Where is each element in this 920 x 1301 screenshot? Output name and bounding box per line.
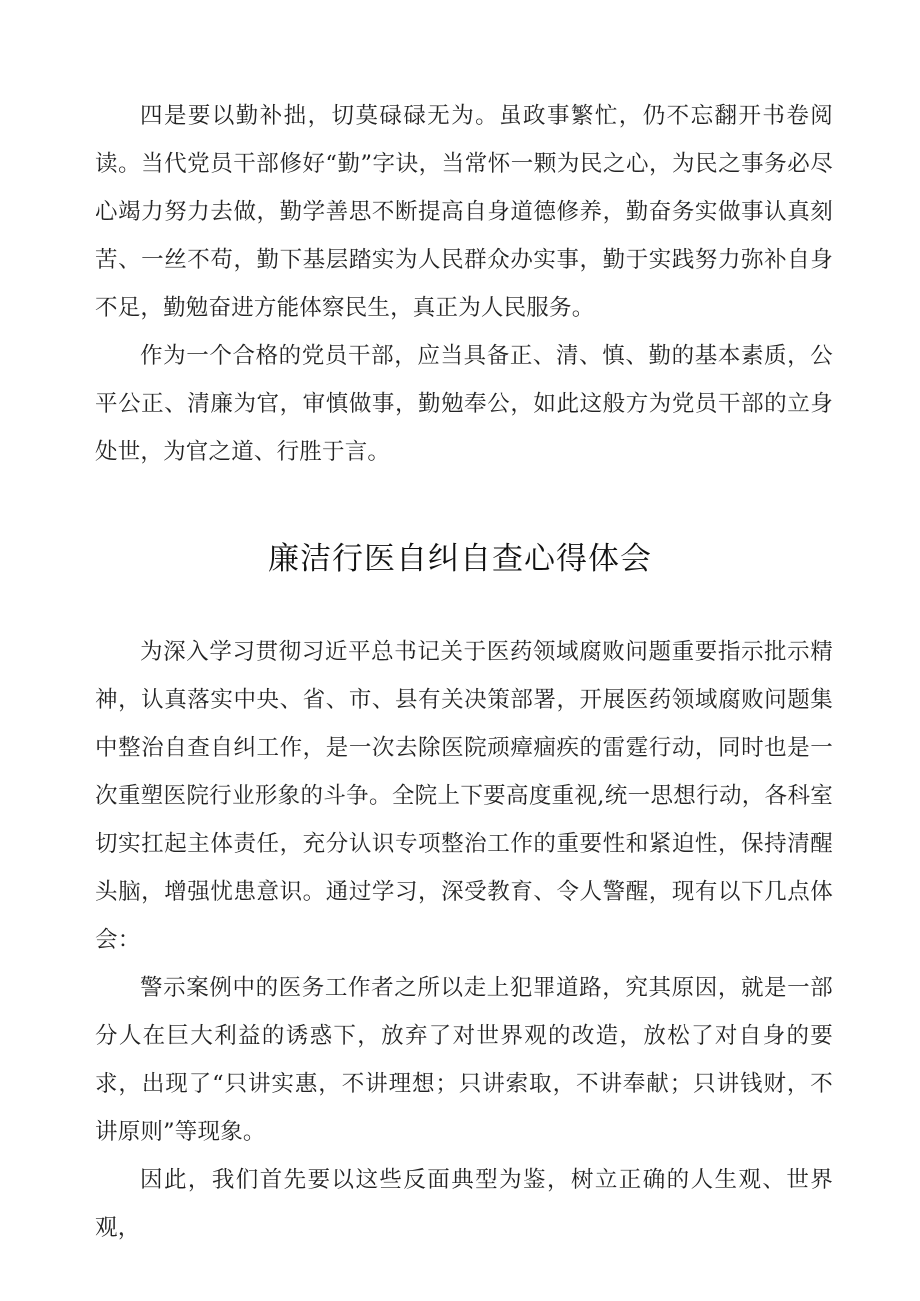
paragraph-qualities: 作为一个合格的党员干部，应当具备正、清、慎、勤的基本素质，公平公正、清廉为官，审慎做事，勤勉奉公，如此这般方为党员干部的立身处世，为官之道、行胜于言。 — [95, 343, 833, 465]
body-text-block — [95, 628, 833, 1252]
paragraph-conclusion: 因此，我们首先要以这些反面典型为鉴，树立正确的人生观、世界观， — [95, 1167, 833, 1241]
paragraph-diligence: 四是要以勤补拙，切莫碌碌无为。虽政事繁忙，仍不忘翻开书卷阅读。当代党员干部修好“勤”字诀，当常怀一颗为民之心，为民之事务必尽心竭力努力去做，勤学善思不断提高自身道德修养，勤奋务实做事认真刻苦、一丝不苟，勤下基层踏实为人民群众办实事，勤于实践努力弥补自身不足，勤勉奋进方能体察民生，真正为人民服务。 — [95, 103, 833, 321]
page-title: 廉洁行医自纠自查心得体会 — [268, 541, 652, 577]
paragraph-warning-cases: 警示案例中的医务工作者之所以走上犯罪道路，究其原因，就是一部分人在巨大利益的诱惑下，放弃了对世界观的改造，放松了对自身的要求，出现了“只讲实惠，不讲理想；只讲索取，不讲奉献；只讲钱财，不讲原则”等现象。 — [95, 975, 833, 1145]
paragraph-intro: 为深入学习贯彻习近平总书记关于医药领域腐败问题重要指示批示精神，认真落实中央、省、市、县有关决策部署，开展医药领域腐败问题集中整治自查自纠工作，是一次去除医院顽瘴痼疾的雷霆行动，同时也是一次重塑医院行业形象的斗争。全院上下要高度重视,统一思想行动，各科室切实扛起主体责任，充分认识专项整治工作的重要性和紧迫性，保持清醒头脑，增强忧患意识。通过学习，深受教育、令人警醒，现有以下几点体会： — [95, 639, 833, 953]
top-text-block — [95, 92, 833, 476]
